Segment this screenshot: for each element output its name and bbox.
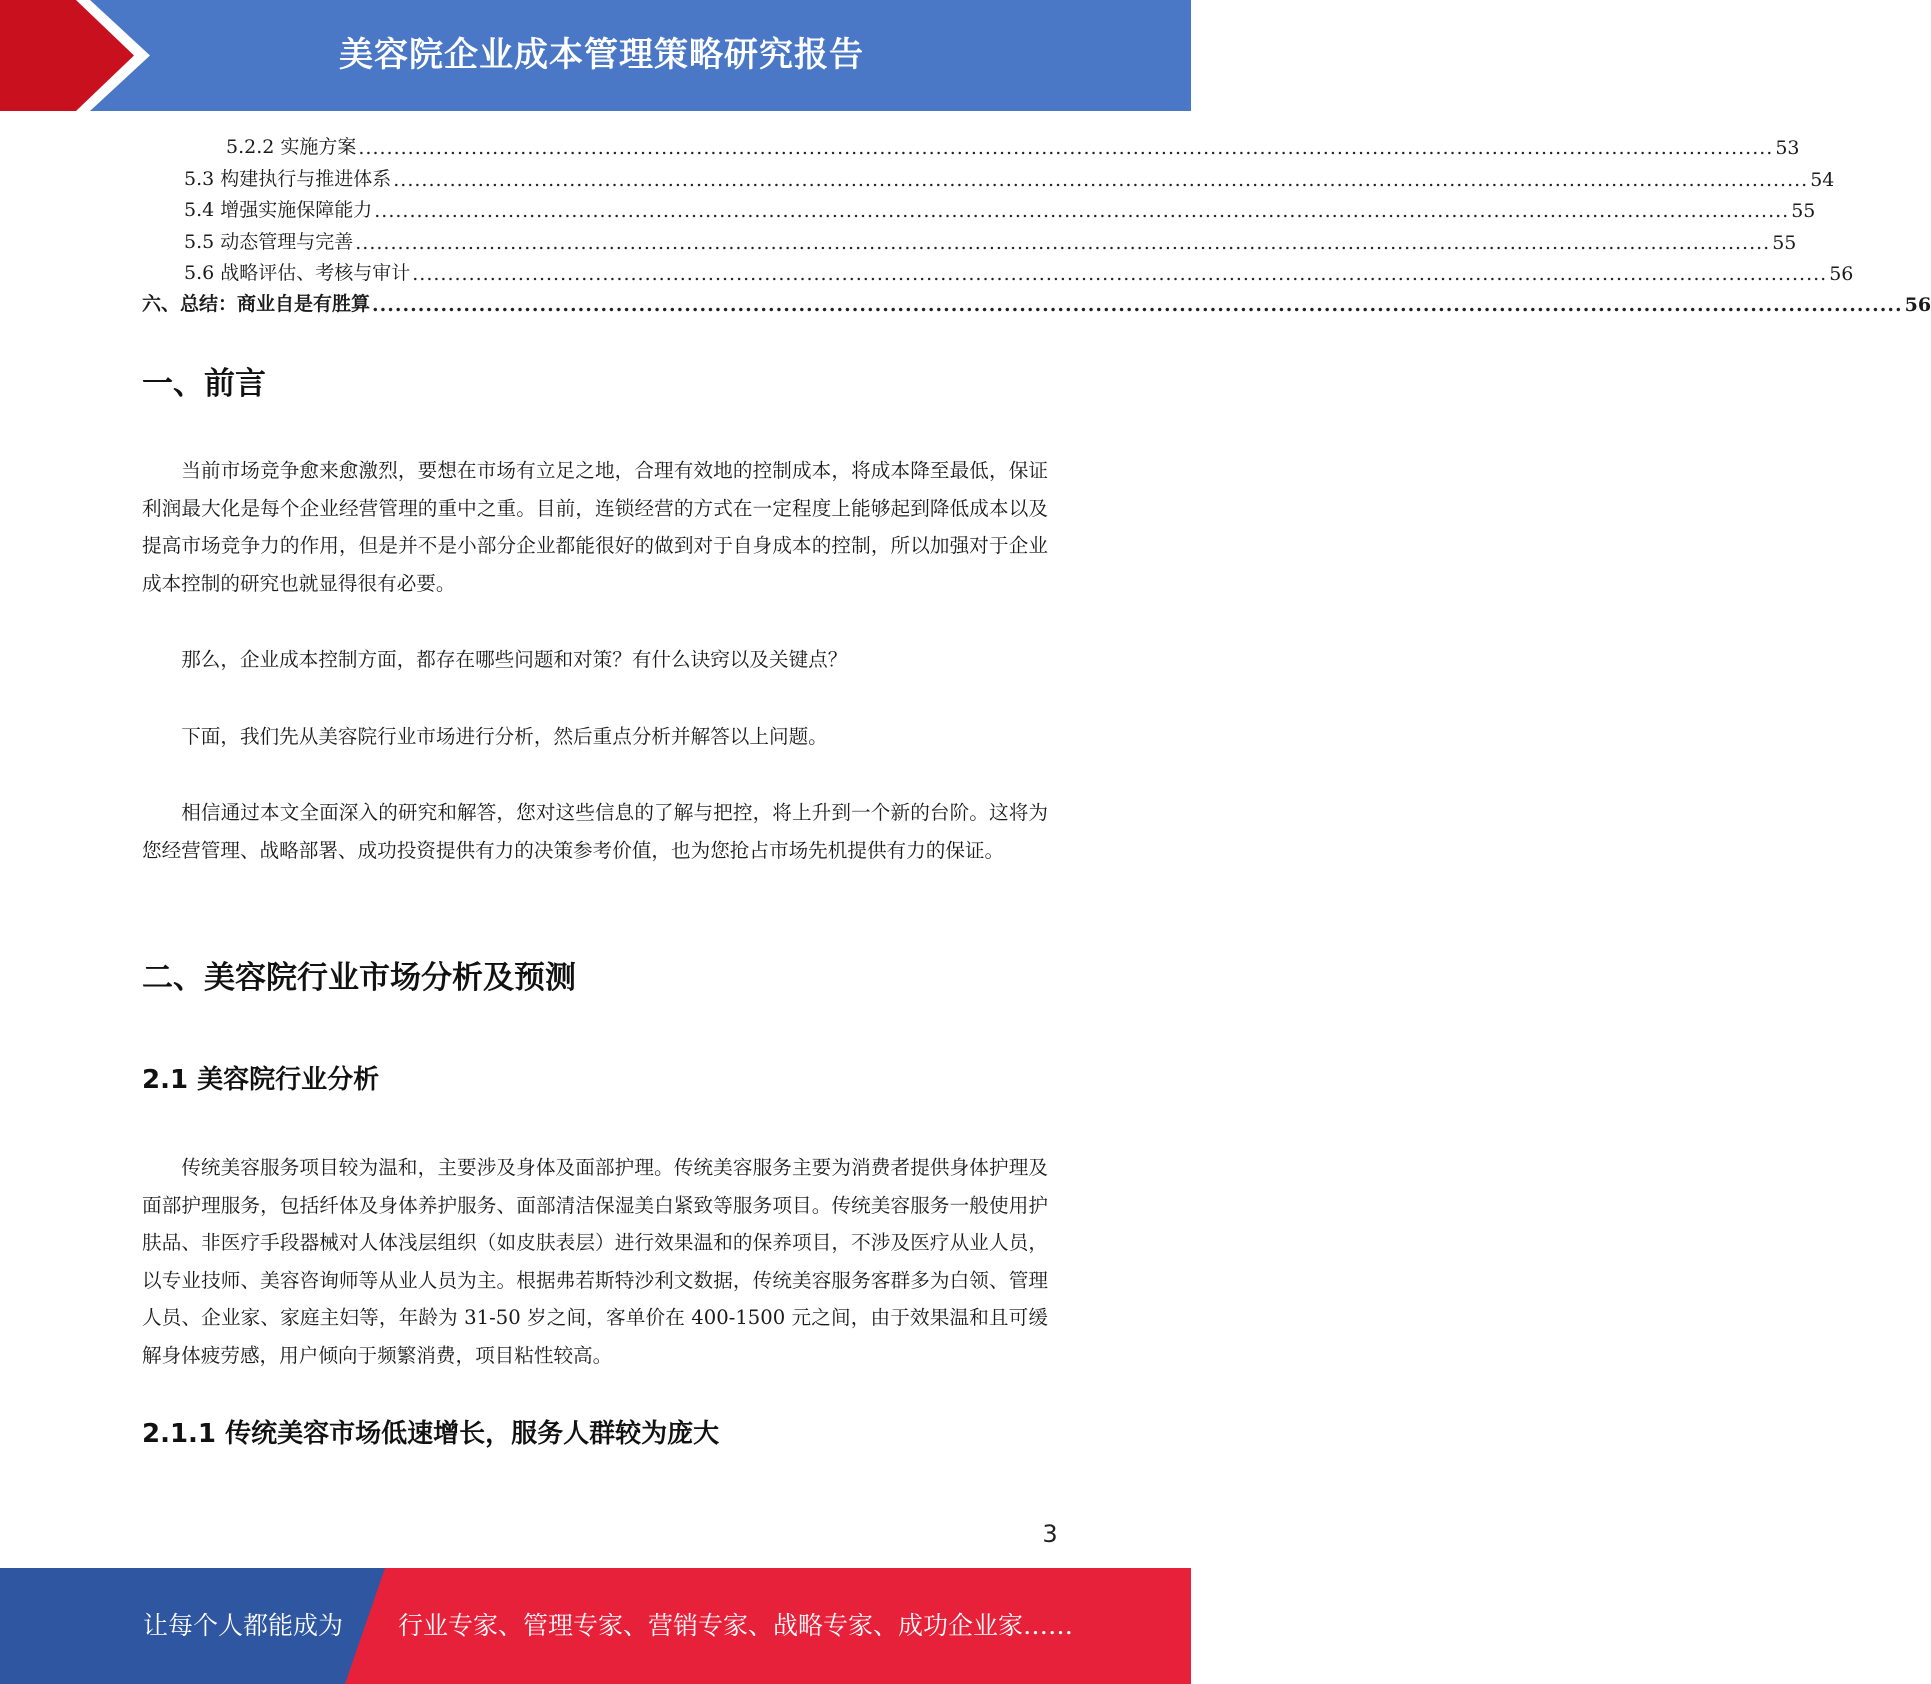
toc-entry[interactable] — [142, 191, 1816, 223]
toc-entry-label: 5.6 战略评估、考核与审计 — [184, 258, 412, 285]
section-heading-market: 二、美容院行业市场分析及预测 — [142, 960, 576, 996]
section-heading-preface: 一、前言 — [142, 366, 266, 402]
subsection-heading: 2.1 美容院行业分析 — [142, 1065, 380, 1095]
toc-entry[interactable] — [142, 254, 1854, 285]
report-title: 美容院企业成本管理策略研究报告 — [339, 35, 864, 75]
toc-entry-label: 5.3 构建执行与推进体系 — [184, 164, 393, 191]
toc-entry-page: 53 — [1775, 137, 1800, 160]
toc-leader: ......................................................................................................................................................................................................... — [358, 137, 1774, 160]
toc-entry-page: 56 — [1829, 262, 1854, 285]
toc-entry-label: 5.5 动态管理与完善 — [184, 227, 355, 254]
toc-leader: ......................................................................................................................................................................................................... — [393, 168, 1809, 191]
toc-entry-page: 54 — [1810, 168, 1835, 191]
paragraph: 传统美容服务项目较为温和，主要涉及身体及面部护理。传统美容服务主要为消费者提供身体护理及面部护理服务，包括纤体及身体养护服务、面部清洁保湿美白紧致等服务项目。传统美容服务一般使用护肤品、非医疗手段器械对人体浅层组织（如皮肤表层）进行效果温和的保养项目，不涉及医疗从业人员，以专业技师、美容咨询师等从业人员为主。根据弗若斯特沙利文数据，传统美容服务客群多为白领、管理人员、企业家、家庭主妇等，年龄为 31-50 岁之间，客单价在 400-1500 元之间，由于效果温和且可缓解身体疲劳感，用户倾向于频繁消费，项目粘性较高。 — [142, 1156, 1048, 1367]
page-number: 3 — [1042, 1520, 1058, 1548]
footer-slogan-right: 行业专家、管理专家、营销专家、战略专家、成功企业家…… — [398, 1611, 1074, 1640]
footer-slogan-left: 让每个人都能成为 — [143, 1611, 344, 1640]
footer-banner — [0, 1568, 1191, 1684]
toc-entry-label: 5.2.2 实施方案 — [226, 132, 358, 159]
paragraph: 那么，企业成本控制方面，都存在哪些问题和对策？有什么诀窍以及关键点？ — [181, 648, 848, 671]
paragraph: 下面，我们先从美容院行业市场进行分析，然后重点分析并解答以上问题。 — [181, 725, 828, 748]
table-of-contents — [142, 128, 1931, 317]
toc-entry[interactable] — [142, 222, 1797, 254]
paragraph: 相信通过本文全面深入的研究和解答，您对这些信息的了解与把控，将上升到一个新的台阶。这将为您经营管理、战略部署、成功投资提供有力的决策参考价值，也为您抢占市场先机提供有力的保证。 — [142, 801, 1048, 862]
toc-leader: ......................................................................................................................................................................................................... — [374, 200, 1790, 223]
toc-leader: ......................................................................................................................................................................................................... — [372, 294, 1903, 317]
subsection-heading: 2.1.1 传统美容市场低速增长，服务人群较为庞大 — [142, 1419, 720, 1449]
toc-entry-page: 55 — [1791, 200, 1816, 223]
header-banner — [0, 0, 1191, 111]
toc-entry[interactable] — [142, 128, 1800, 160]
toc-entry[interactable] — [142, 285, 1931, 317]
toc-entry-label: 5.4 增强实施保障能力 — [184, 195, 374, 222]
toc-entry-page: 56 — [1904, 294, 1931, 317]
toc-leader: ......................................................................................................................................................................................................... — [412, 262, 1828, 285]
toc-entry[interactable] — [142, 159, 1835, 191]
paragraph: 当前市场竞争愈来愈激烈，要想在市场有立足之地，合理有效地的控制成本，将成本降至最低，保证利润最大化是每个企业经营管理的重中之重。目前，连锁经营的方式在一定程度上能够起到降低成本以及提高市场竞争力的作用，但是并不是小部分企业都能很好的做到对于自身成本的控制，所以加强对于企业成本控制的研究也就显得很有必要。 — [142, 459, 1048, 595]
toc-leader: ......................................................................................................................................................................................................... — [355, 231, 1771, 254]
toc-entry-page: 55 — [1772, 231, 1797, 254]
toc-entry-label: 六、总结：商业自是有胜算 — [142, 289, 372, 316]
